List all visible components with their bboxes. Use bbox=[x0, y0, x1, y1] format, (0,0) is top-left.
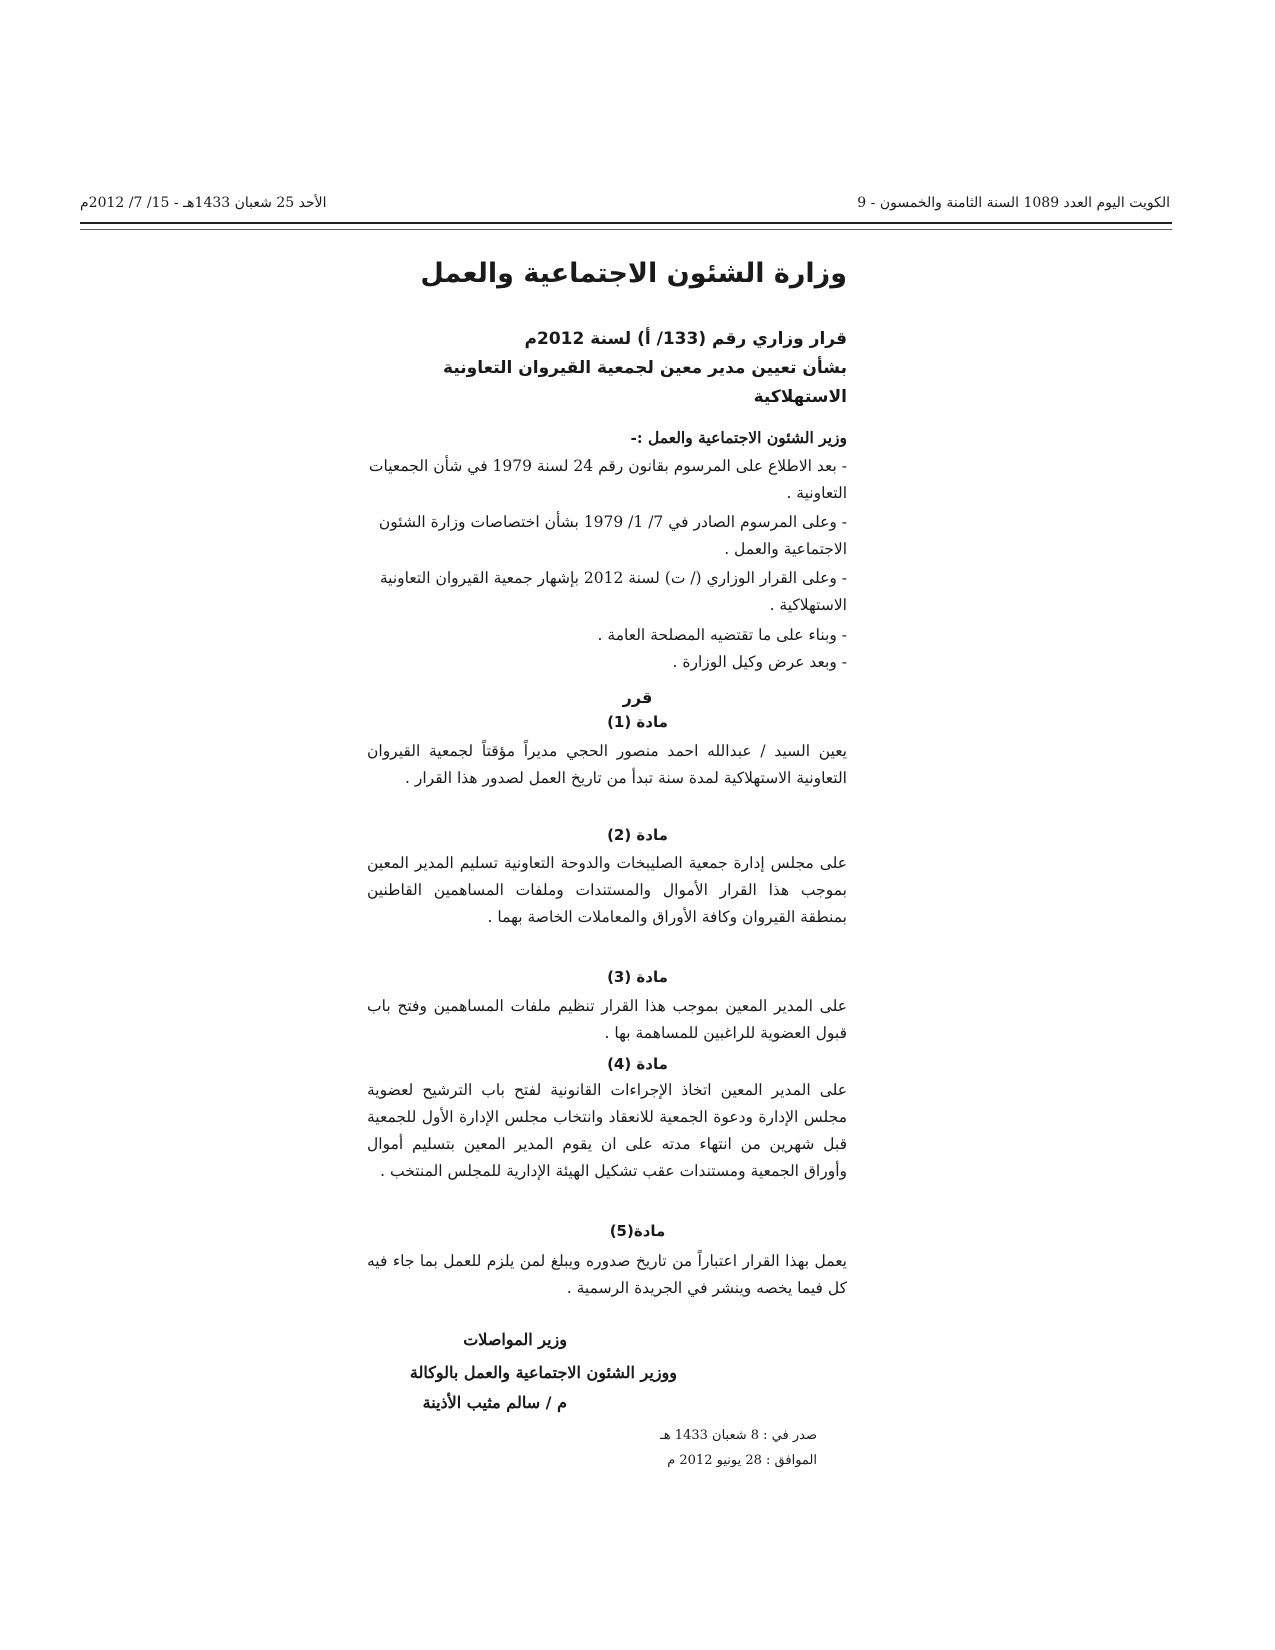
header-date: الأحد 25 شعبان 1433هـ - 15/ 7/ 2012م bbox=[80, 195, 327, 211]
article-4-title: مادة (4) bbox=[607, 1055, 668, 1073]
decision-subject-cont: الاستهلاكية bbox=[753, 387, 847, 407]
article-2-text: على مجلس إدارة جمعية الصليبخات والدوحة التعاونية تسليم المدير المعين بموجب هذا القرار الأموال والمستندات وملفات المساهمين القاطنين بمنطقة القيروان وكافة الأوراق والمعاملات الخاصة بهما . bbox=[367, 854, 847, 926]
issued-hijri-date: صدر في : 8 شعبان 1433 هـ bbox=[660, 1428, 817, 1443]
article-4-text: على المدير المعين اتخاذ الإجراءات القانونية لفتح باب الترشيح لعضوية مجلس الإدارة ودعوة الجمعية للانعقاد وانتخاب مجلس الإدارة الأول للجمعية قبل شهرين من انتهاء مدته على ان يقوم المدير المعين بتسليم أموال وأوراق الجمعية ومستندات عقب تشكيل الهيئة الإدارية للمجلس المنتخب . bbox=[367, 1081, 847, 1180]
article-3-title: مادة (3) bbox=[607, 968, 668, 986]
header-rule-thin bbox=[80, 229, 1172, 230]
preamble-item-1: - بعد الاطلاع على المرسوم بقانون رقم 24 لسنة 1979 في شأن الجمعيات التعاونية . bbox=[368, 457, 847, 502]
decides-heading: قرر bbox=[622, 688, 653, 707]
article-5-text: يعمل بهذا القرار اعتباراً من تاريخ صدوره ويبلغ لمن يلزم للعمل بما جاء فيه كل فيما يخصه وينشر في الجريدة الرسمية . bbox=[367, 1252, 847, 1297]
decision-number: قرار وزاري رقم (133/ أ) لسنة 2012م bbox=[524, 329, 847, 349]
signature-name: م / سالم مثيب الأذينة bbox=[422, 1393, 567, 1412]
article-1-title: مادة (1) bbox=[607, 713, 668, 731]
header-issue-info: الكويت اليوم العدد 1089 السنة الثامنة والخمسون - 9 bbox=[857, 195, 1170, 211]
article-1-text: يعين السيد / عبدالله احمد منصور الحجي مديراً مؤقتاً لجمعية القيروان التعاونية الاستهلاكية لمدة سنة تبدأ من تاريخ العمل لصدور هذا القرار . bbox=[367, 742, 847, 787]
article-5-title: مادة(5) bbox=[609, 1222, 666, 1240]
page-header bbox=[80, 195, 1170, 219]
article-3-text: على المدير المعين بموجب هذا القرار تنظيم ملفات المساهمين وفتح باب قبول العضوية للراغبين للمساهمة بها . bbox=[367, 997, 847, 1042]
signature-title-1: وزير المواصلات bbox=[463, 1330, 567, 1349]
ministry-title: وزارة الشئون الاجتماعية والعمل bbox=[420, 258, 847, 289]
preamble-heading: وزير الشئون الاجتماعية والعمل :- bbox=[630, 428, 847, 447]
decision-title bbox=[443, 325, 847, 412]
signature-title-2: ووزير الشئون الاجتماعية والعمل بالوكالة bbox=[409, 1363, 677, 1382]
issued-gregorian-date: الموافق : 28 يونيو 2012 م bbox=[667, 1453, 817, 1468]
article-2-title: مادة (2) bbox=[607, 826, 668, 844]
header-rule-thick bbox=[80, 222, 1172, 224]
decision-subject: بشأن تعيين مدير معين لجمعية القيروان التعاونية bbox=[443, 358, 847, 378]
preamble-item-2: - وعلى المرسوم الصادر في 7/ 1/ 1979 بشأن اختصاصات وزارة الشئون الاجتماعية والعمل . bbox=[378, 513, 847, 558]
preamble-item-4: - وبناء على ما تقتضيه المصلحة العامة . bbox=[597, 626, 847, 644]
preamble-item-3: - وعلى القرار الوزاري (/ ت) لسنة 2012 بإشهار جمعية القيروان التعاونية الاستهلاكية . bbox=[379, 569, 847, 614]
preamble-item-5: - وبعد عرض وكيل الوزارة . bbox=[672, 653, 847, 671]
